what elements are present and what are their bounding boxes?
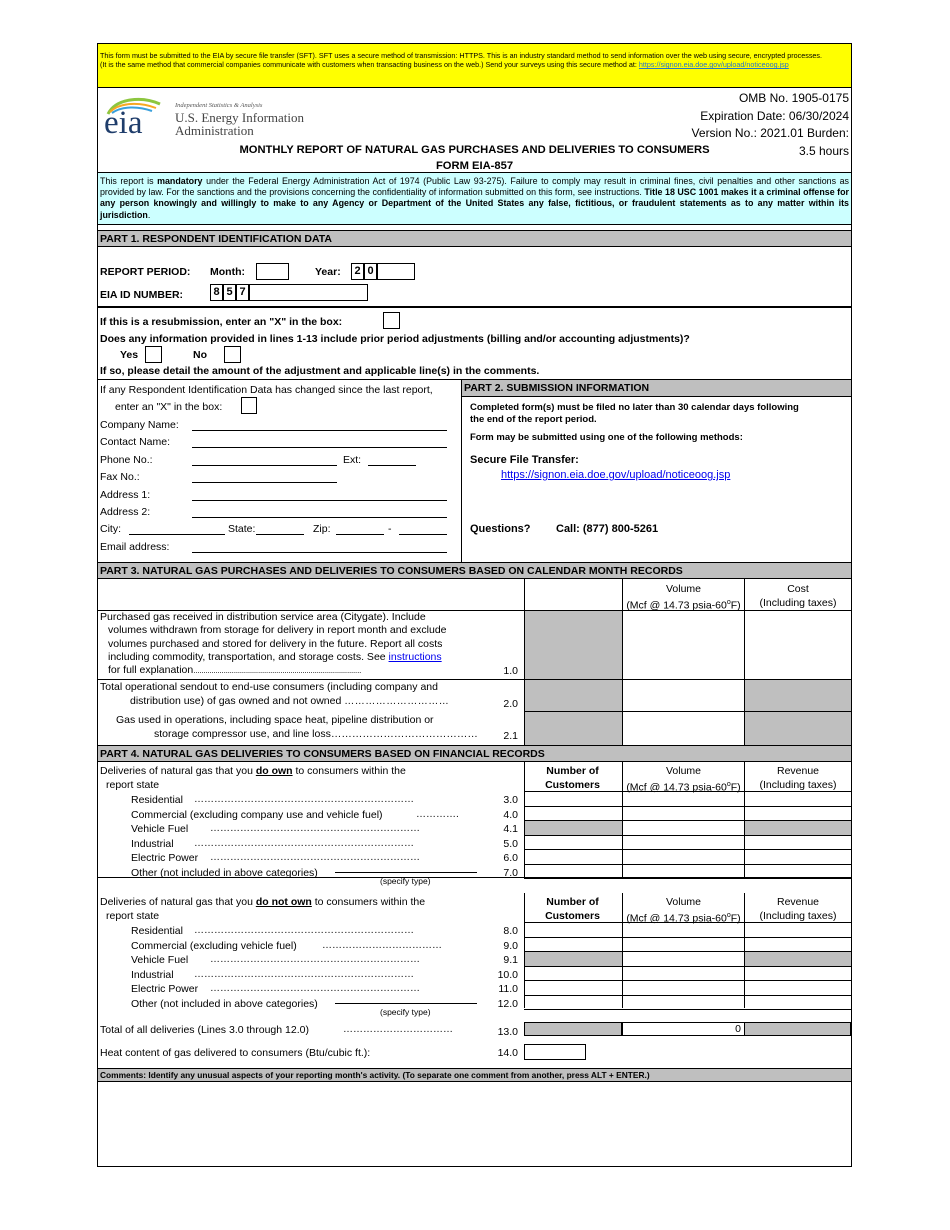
revenue-input[interactable] [745,938,851,952]
eia-logo-text: eia [104,105,143,141]
customers-header-1: Number of [546,765,599,777]
owned-text-emphasis: do own [255,765,293,777]
id-changed-line1: If any Respondent Identification Data has changed since the last report, [100,384,433,396]
cost-header-2: (Including taxes) [759,597,837,609]
line-1-text-1: Purchased gas received in distribution service area (Citygate). Include [100,611,426,623]
year-digit-2[interactable]: 0 [364,263,377,280]
customers-input[interactable] [525,996,622,1010]
fax-label: Fax No.: [100,471,140,483]
line-1-text-5: for full explanation [108,664,194,677]
volume-input[interactable] [623,865,744,879]
volume-header-2: (Mcf @ 14.73 psia-60 [626,599,727,612]
line-number: 2.0 [503,698,518,710]
line-21-description: Gas used in operations, including space heat, pipeline distribution or storage compressor use, and line loss…………………………………… [116,714,478,740]
part2-header: PART 2. SUBMISSION INFORMATION [462,380,851,397]
part4-header: PART 4. NATURAL GAS DELIVERIES TO CONSUMERS BASED ON FINANCIAL RECORDS [98,745,851,762]
revenue-header-1: Revenue [776,896,820,908]
line-number: 10.0 [497,968,518,981]
industrial-label: Industrial [131,837,174,850]
owned-line-numbers [480,793,518,880]
revenue-input[interactable] [745,850,851,864]
owned-row-leaders: ………………………………………………………… …………. ……………………………………………………… ………………………………………………………… ……………………………………………………… [194,794,459,863]
customers-input[interactable] [525,938,622,952]
line-number: 12.0 [497,997,518,1010]
prior-adjustment-question: Does any information provided in lines 1-13 include prior period adjustments (billing and/or accounting adjustments)? [100,333,690,345]
not-owned-text-emphasis: do not own [255,896,312,908]
comments-textarea[interactable] [98,1082,851,1166]
volume-input[interactable] [623,996,744,1010]
eia-tagline: Independent Statistics & Analysis [175,102,263,109]
fax-field[interactable] [192,482,337,483]
divider [524,878,851,879]
volume-input[interactable] [623,967,744,981]
not-owned-line-numbers [480,924,518,1011]
state-label: State: [228,523,256,535]
volume-input[interactable] [623,807,744,821]
line-21-volume-input[interactable] [623,712,744,744]
agency-name [175,111,304,137]
total-deliveries-label: Total of all deliveries (Lines 3.0 through 12.0) [100,1024,309,1036]
line-1-text-2: volumes withdrawn from storage for delivery in report month and exclude [108,624,447,637]
resubmission-checkbox[interactable] [383,312,400,329]
revenue-header-2: (Including taxes) [759,779,837,791]
not-owned-row-leaders: ………………………………………………………… ……………………………… ……………………………………………………… ………………………………………………………… ……………………………………………………… [194,925,442,994]
city-field[interactable] [129,534,225,535]
line-number: 4.0 [503,808,518,821]
customers-header-2: Customers [545,779,600,791]
line-2-text-1: Total operational sendout to end-use consumers (including company and [100,681,438,693]
id-changed-line2: enter an "X" in the box: [115,401,223,413]
electric-power-label: Electric Power [131,983,199,995]
degree-sign: o [726,912,731,919]
part2-deadline-line2: the end of the report period. [470,414,597,425]
expiration-date: Expiration Date: 06/30/2024 [700,108,849,123]
volume-input[interactable] [623,952,744,966]
no-checkbox[interactable] [224,346,241,363]
volume-header-3: F) [730,912,741,925]
volume-input[interactable] [623,938,744,952]
version-burden: Version No.: 2021.01 Burden: [691,126,849,140]
line-number: 9.1 [503,954,518,966]
shaded-cell [525,821,622,835]
total-volume-value: 0 [622,1022,745,1036]
sft-label: Secure File Transfer: [470,454,579,466]
contact-name-label: Contact Name: [100,436,171,448]
revenue-input[interactable] [745,792,851,806]
mandatory-text-1: This report is [100,176,158,186]
volume-header-2: (Mcf @ 14.73 psia-60 [626,912,727,925]
line-number: 13.0 [497,1026,518,1038]
form-title [98,142,851,174]
volume-header [623,895,744,926]
customers-input[interactable] [525,923,622,937]
line-2-description: Total operational sendout to end-use consumers (including company and distribution use) of gas owned and not owned ………………………… [100,681,450,707]
line-number: 7.0 [503,866,518,879]
divider [98,306,851,308]
month-input[interactable] [256,263,289,280]
part3-header: PART 3. NATURAL GAS PURCHASES AND DELIVERIES TO CONSUMERS BASED ON CALENDAR MONTH RECORDS [98,562,851,579]
customers-input[interactable] [525,807,622,821]
volume-header-1: Volume [665,583,702,595]
form-title-line: MONTHLY REPORT OF NATURAL GAS PURCHASES AND DELIVERIES TO CONSUMERS [239,144,710,156]
form-header [98,88,851,173]
revenue-header [745,895,851,923]
heat-content-label: Heat content of gas delivered to consumers (Btu/cubic ft.): [100,1047,371,1059]
mandatory-title18: Title 18 USC 1001 makes it a criminal offense for any person knowingly and willingly to make to any Agency or Department of the United States any false, fictitious, or fraudulent statements as to any matter within its jurisdiction [100,187,849,220]
line-number: 6.0 [503,852,518,864]
total-revenue-shaded [744,1022,851,1036]
volume-input[interactable] [623,850,744,864]
year-digit-1[interactable]: 2 [351,263,364,280]
vehicle-fuel-label: Vehicle Fuel [131,954,189,966]
mandatory-text-3: under the Federal Energy Administration Act of 1974 (Public Law 93-275). Failure to comply may result in criminal fines, civil penalties and other sanctions as provided by law. For the sanctions and the provisions concerning the confidentiality of information submitted on this form, see instructions. [100,176,849,198]
state-field[interactable] [256,534,304,535]
ext-label: Ext: [343,454,362,466]
customers-header-2: Customers [545,910,600,922]
ext-field[interactable] [368,465,416,466]
divider [524,1009,851,1010]
volume-header-3: F) [730,599,741,612]
zip-ext-field[interactable] [399,534,447,535]
agency-line2: Administration [175,123,254,138]
omb-number: OMB No. 1905-0175 [738,91,849,105]
sft-link[interactable]: https://signon.eia.doe.gov/upload/noticeoog.jsp [501,469,731,481]
line-number: 11.0 [498,983,518,995]
yes-label: Yes [120,349,139,361]
no-label: No [193,349,207,361]
adjustment-detail-note: If so, please detail the amount of the adjustment and applicable line(s) in the comments. [100,365,540,377]
not-owned-text-state: report state [106,910,160,922]
part2-deadline-line1: Completed form(s) must be filed no later than 30 calendar days following [470,402,799,413]
agency-line1: U.S. Energy Information [175,110,305,125]
zip-dash: - [388,523,392,535]
customers-input[interactable] [525,792,622,806]
total-customers-shaded [524,1022,622,1036]
line-number: 14.0 [497,1047,518,1059]
customers-input[interactable] [525,865,622,879]
shaded-cell [525,952,622,966]
revenue-input[interactable] [745,981,851,995]
customers-input[interactable] [525,981,622,995]
other-label: Other (not included in above categories) [131,866,318,879]
revenue-input[interactable] [745,836,851,850]
divider [461,379,462,562]
city-label: City: [100,523,121,535]
line-1-text-4: including commodity, transportation, and storage costs. See [108,650,389,663]
comments-header: Comments: Identify any unusual aspects of your reporting month's activity. (To separate one comment from another, press ALT + ENTER.) [98,1068,851,1082]
form-number: FORM EIA-857 [435,160,514,172]
phone-contact: Call: (877) 800-5261 [556,523,659,535]
revenue-input[interactable] [745,807,851,821]
line-1-text-3: volumes purchased and stored for delivery in the future. Report all costs [108,637,443,650]
email-label: Email address: [100,541,170,553]
customers-header-1: Number of [546,896,599,908]
owned-text-state: report state [106,779,160,791]
mandatory-notice [98,173,851,225]
customers-input[interactable] [525,836,622,850]
volume-header-2: (Mcf @ 14.73 psia-60 [626,781,727,794]
volume-header [623,764,744,795]
degree-sign: o [726,599,731,606]
cost-header-1: Cost [787,583,809,595]
address2-field[interactable] [192,517,447,518]
volume-input[interactable] [623,792,744,806]
address1-field[interactable] [192,500,447,501]
not-owned-deliveries-heading [100,895,425,923]
shaded-cell [745,952,851,966]
company-name-field[interactable] [192,430,447,431]
shaded-cell [745,679,851,745]
owned-deliveries-heading [100,764,406,792]
revenue-header-2: (Including taxes) [759,910,837,922]
phone-field[interactable] [192,465,337,466]
email-field[interactable] [192,552,447,553]
line-21-text-1: Gas used in operations, including space heat, pipeline distribution or [116,714,434,726]
cost-header [745,582,851,610]
heat-content-input[interactable] [524,1044,586,1060]
year-label: Year: [315,266,341,278]
shaded-cell [745,821,851,835]
company-name-label: Company Name: [100,419,179,431]
degree-sign: o [726,781,731,788]
residential-label: Residential [131,794,183,806]
questions-label: Questions? [470,523,531,535]
specify-type-note: (specify type) [380,876,431,886]
id-digit-1[interactable]: 8 [210,284,223,301]
revenue-input[interactable] [745,923,851,937]
volume-header-1: Volume [665,896,702,908]
customers-input[interactable] [525,850,622,864]
id-input-rest[interactable] [249,284,368,301]
divider [524,579,525,745]
volume-header [623,582,744,613]
customers-header [523,895,622,923]
commercial-label: Commercial (excluding company use and vehicle fuel) [131,808,383,821]
customers-input[interactable] [525,967,622,981]
residential-label: Residential [131,925,183,937]
revenue-header [745,764,851,792]
form-page [97,43,852,1167]
sft-notice-line1: This form must be submitted to the EIA by secure file transfer (SFT). SFT uses a secure method of transmission: HTTPS. This is an industry standard method to send information over the web using secure, encrypted processes. [100,51,822,60]
other-label: Other (not included in above categories) [131,997,318,1010]
part2-methods: Form may be submitted using one of the following methods: [470,432,743,443]
line-2-volume-input[interactable] [623,680,744,711]
line-number: 1.0 [503,665,518,677]
commercial-label: Commercial (excluding vehicle fuel) [131,939,297,952]
revenue-input[interactable] [745,996,851,1010]
line-number: 4.1 [503,823,518,835]
sft-notice-line2: (It is the same method that commercial companies communicate with customers when transacting business on the web.) Send your surveys using this secure method at: [100,60,637,69]
eia-id-label: EIA ID NUMBER: [100,289,184,301]
resubmission-label: If this is a resubmission, enter an "X" in the box: [100,316,343,328]
not-owned-text-a: Deliveries of natural gas that you [100,896,256,908]
line-number: 2.1 [503,730,518,742]
line-1-volume-input[interactable] [623,611,744,678]
shaded-cell [525,610,622,745]
industrial-label: Industrial [131,968,174,981]
sft-notice [98,44,851,88]
volume-input[interactable] [623,923,744,937]
electric-power-label: Electric Power [131,852,199,864]
revenue-input[interactable] [745,967,851,981]
customers-header [523,764,622,792]
volume-header-1: Volume [665,765,702,777]
phone-label: Phone No.: [100,454,153,466]
line-1-cost-input[interactable] [745,611,851,678]
other-specify-field[interactable] [335,872,477,873]
revenue-header-1: Revenue [776,765,820,777]
owned-text-c: to consumers within the [292,765,406,777]
vehicle-fuel-label: Vehicle Fuel [131,823,189,835]
total-leader: …………………………… [343,1024,453,1035]
other-specify-field[interactable] [335,1003,477,1004]
address2-label: Address 2: [100,506,151,518]
id-changed-checkbox[interactable] [241,397,257,414]
specify-type-note: (specify type) [380,1007,431,1017]
line-number: 8.0 [503,925,518,937]
line-1-description: Purchased gas received in distribution service area (Citygate). Include volumes withdrawn from storage for delivery in report month and exclude volumes purchased and stored for delivery in the future. Report all costs including commodity, transportation, and storage costs. See instructions for full explanation................................................................................... [100,611,460,677]
mandatory-text-5: . [147,209,151,220]
line-number: 3.0 [503,794,518,806]
yes-checkbox[interactable] [145,346,162,363]
revenue-input[interactable] [745,865,851,879]
mandatory-bold: mandatory [157,176,203,186]
zip-field[interactable] [336,534,384,535]
volume-header-3: F) [730,781,741,794]
line-21-text-2: storage compressor use, and line loss [154,728,331,740]
year-input-rest[interactable] [377,263,415,280]
part1-header: PART 1. RESPONDENT IDENTIFICATION DATA [98,230,851,247]
line-number: 9.0 [503,939,518,952]
zip-label: Zip: [313,523,331,535]
contact-name-field[interactable] [192,447,447,448]
address1-label: Address 1: [100,489,151,501]
volume-input[interactable] [623,981,744,995]
instructions-link[interactable]: instructions [388,650,442,663]
burden-hours: 3.5 hours [798,143,849,158]
not-owned-text-c: to consumers within the [311,896,426,908]
volume-input[interactable] [623,836,744,850]
part2-deadline [470,402,799,426]
sft-notice-link[interactable]: https://signon.eia.doe.gov/upload/noticeoog.jsp [638,60,789,69]
line-2-text-2: distribution use) of gas owned and not owned [130,694,342,707]
owned-text-a: Deliveries of natural gas that you [100,765,256,777]
id-digit-2[interactable]: 5 [223,284,236,301]
report-period-label: REPORT PERIOD: [100,266,191,278]
line-number: 5.0 [503,837,518,850]
volume-input[interactable] [623,821,744,835]
id-digit-3[interactable]: 7 [236,284,249,301]
month-label: Month: [210,266,245,278]
